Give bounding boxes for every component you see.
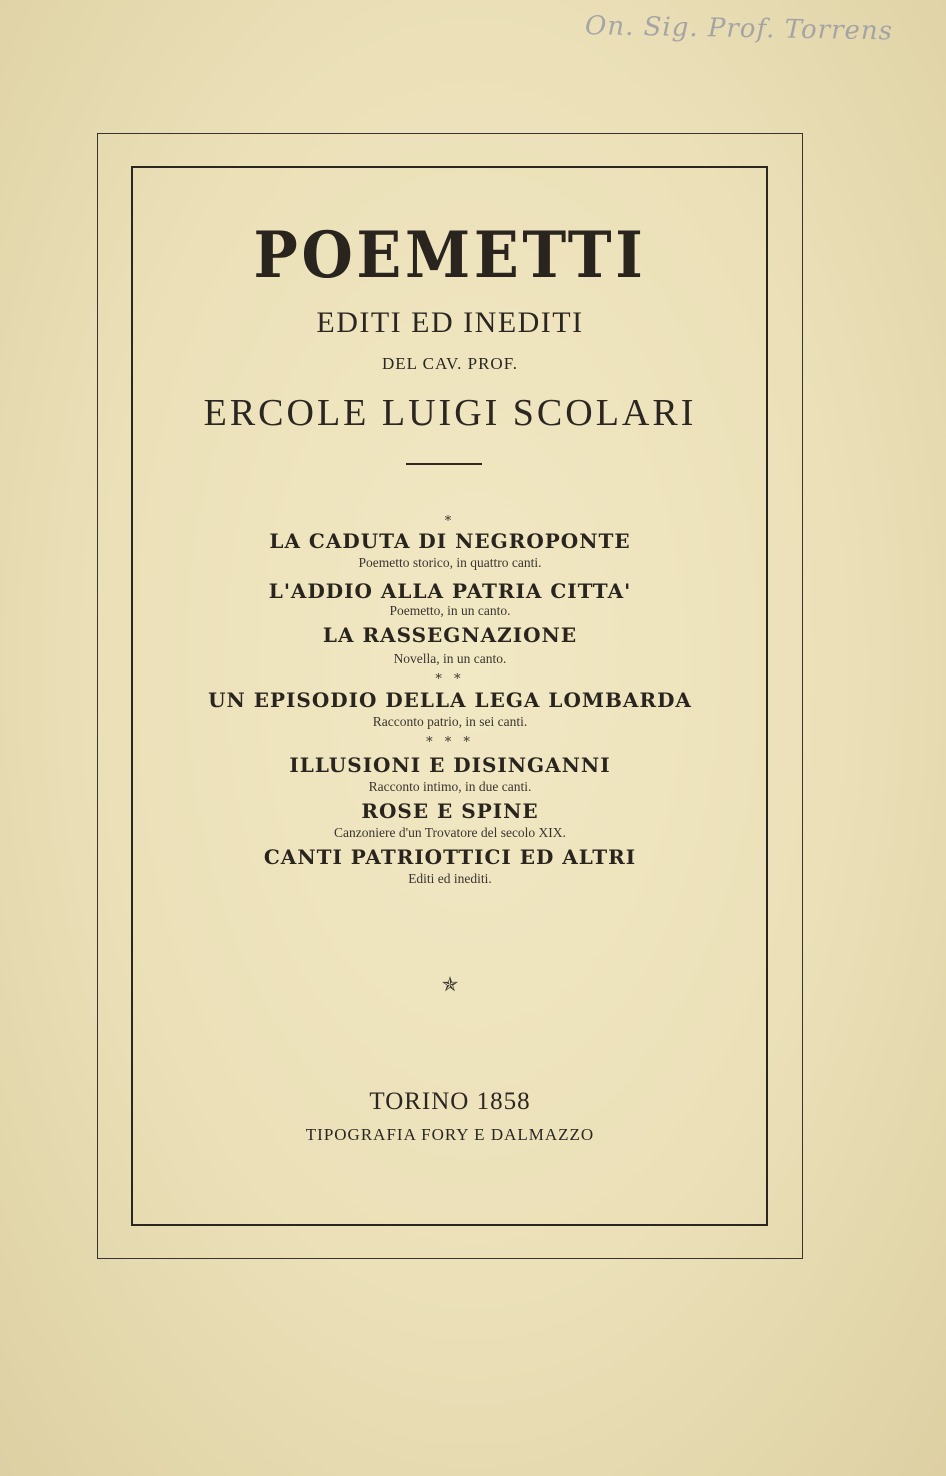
star-ornament-icon: ✯	[441, 972, 459, 996]
place-and-year: TORINO 1858	[369, 1088, 531, 1115]
book-subtitle: EDITI ED INEDITI	[316, 306, 584, 339]
work-title-6: ROSE E SPINE	[361, 799, 539, 823]
work-subtitle-2: Poemetto, in un canto.	[389, 603, 511, 618]
handwritten-inscription: On. Sig. Prof. Torrens	[584, 11, 894, 47]
printer-name: TIPOGRAFIA FORY E DALMAZZO	[305, 1125, 595, 1144]
work-title-3: LA RASSEGNAZIONE	[322, 623, 578, 647]
work-subtitle-1: Poemetto storico, in quattro canti.	[358, 555, 542, 570]
work-subtitle-4: Racconto patrio, in sei canti.	[372, 714, 528, 729]
author-prefix: DEL CAV. PROF.	[381, 354, 519, 373]
work-subtitle-7: Editi ed inediti.	[408, 871, 492, 886]
work-title-4: UN EPISODIO DELLA LEGA LOMBARDA	[208, 688, 692, 712]
work-subtitle-6: Canzoniere d'un Trovatore del secolo XIX.	[334, 825, 566, 840]
work-title-2: L'ADDIO ALLA PATRIA CITTA'	[268, 579, 632, 603]
divider-rule	[406, 463, 482, 465]
work-subtitle-5: Racconto intimo, in due canti.	[368, 779, 532, 794]
ornament-3: * * *	[426, 735, 474, 750]
work-title-5: ILLUSIONI E DISINGANNI	[289, 753, 611, 777]
work-title-7: CANTI PATRIOTTICI ED ALTRI	[263, 845, 637, 869]
author-name: ERCOLE LUIGI SCOLARI	[203, 392, 697, 434]
work-title-1: LA CADUTA DI NEGROPONTE	[269, 529, 631, 553]
work-subtitle-3: Novella, in un canto.	[393, 651, 507, 666]
ornament-2: * *	[435, 672, 465, 687]
ornament-1: *	[444, 514, 456, 529]
book-title: POEMETTI	[253, 218, 647, 293]
